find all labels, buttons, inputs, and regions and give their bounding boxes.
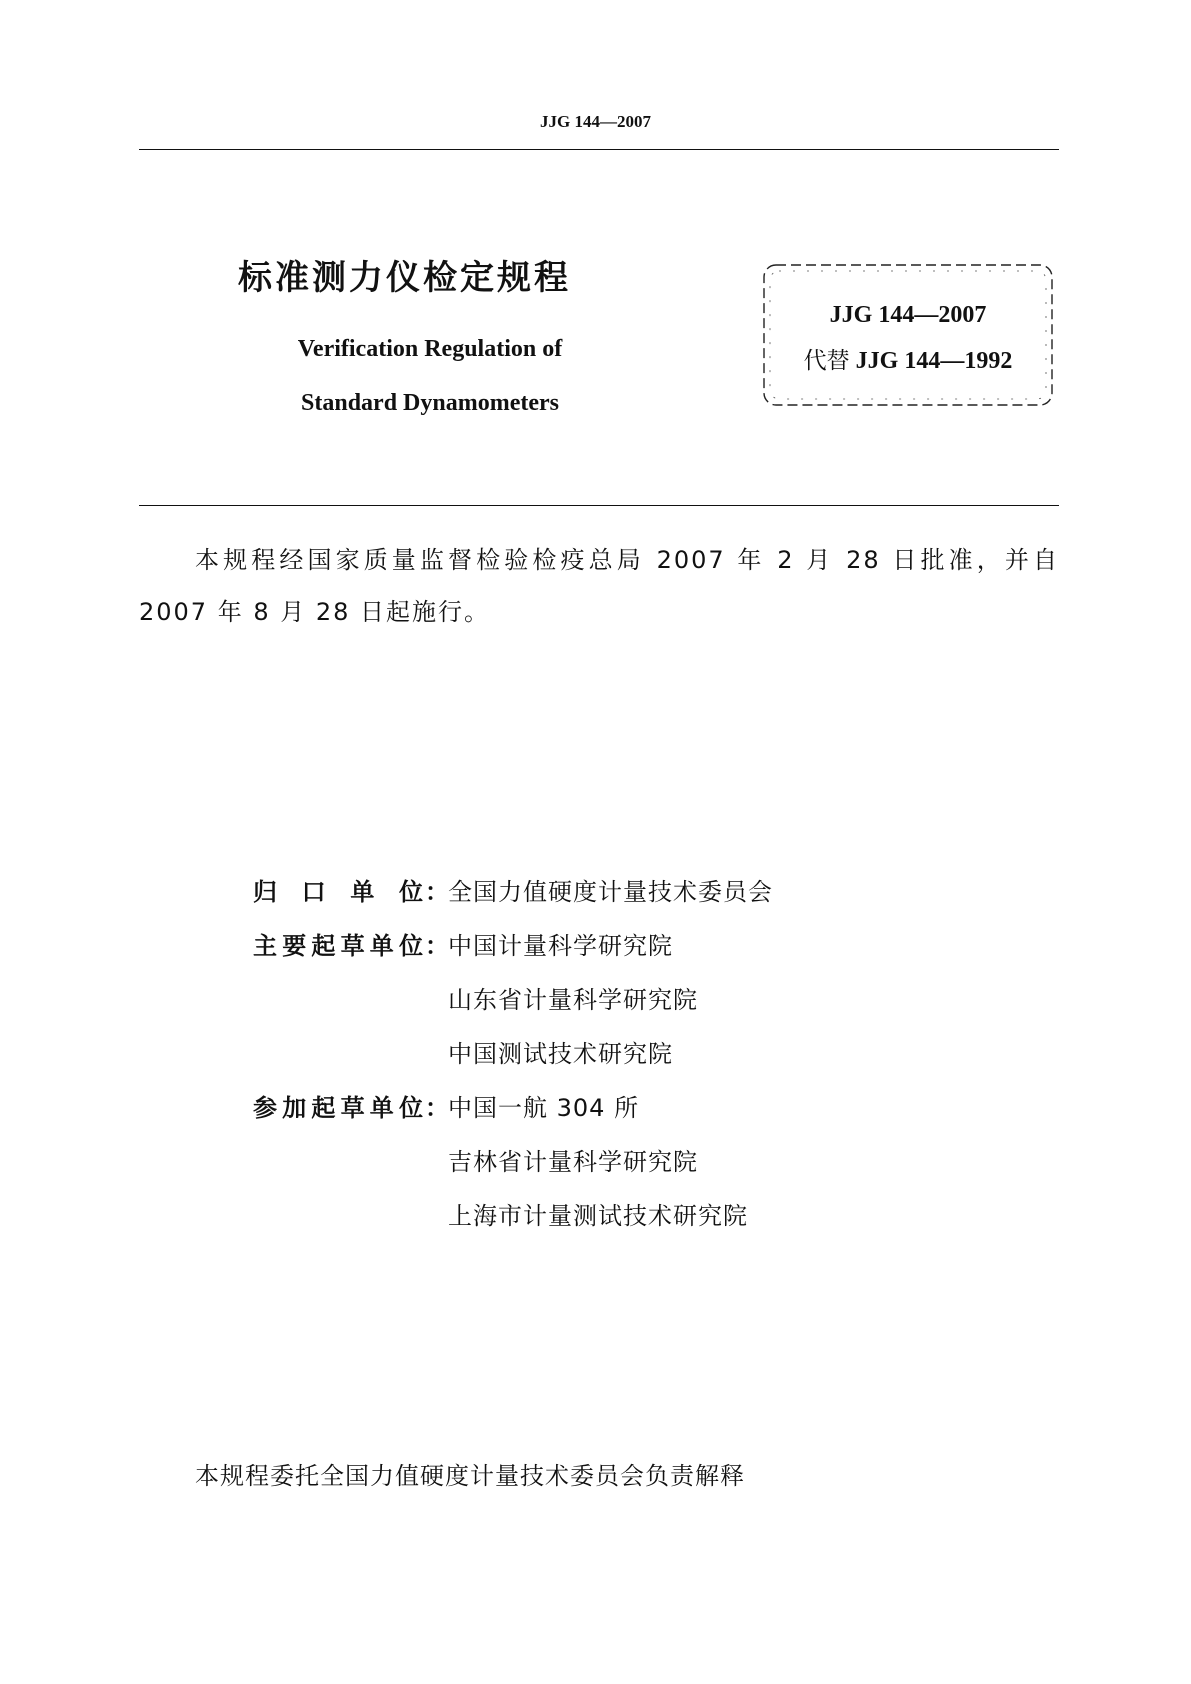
main-drafting-value: 中国测试技术研究院 [448,1040,673,1068]
label-colon: ： [425,1094,449,1122]
title-chinese: 标准测力仪检定规程 [238,258,571,298]
replaced-code: JJG 144—1992 [855,348,1013,374]
title-english-line1: Verification Regulation of [297,336,563,362]
centralized-unit-label: 归口单位 [253,878,423,906]
title-english-line2: Standard Dynamometers [301,390,559,416]
label-colon: ： [425,932,449,960]
participating-drafting-value: 中国一航 304 所 [448,1094,640,1122]
participating-drafting-label: 参加起草单位 [253,1094,423,1122]
participating-drafting-value: 上海市计量测试技术研究院 [448,1202,748,1230]
decorative-border [761,262,1055,408]
label-colon: ： [425,878,449,906]
replaces-prefix: 代替 [803,348,850,374]
running-header-code: JJG 144—2007 [540,112,651,131]
participating-drafting-value: 吉林省计量科学研究院 [448,1148,698,1176]
approval-statement: 本规程经国家质量监督检验检疫总局 2007 年 2 月 28 日批准，并自 2007 年 8 月 28 日起施行。 [139,546,1059,626]
main-drafting-value: 中国计量科学研究院 [448,932,673,960]
interpretation-note: 本规程委托全国力值硬度计量技术委员会负责解释 [195,1462,745,1490]
centralized-unit-value: 全国力值硬度计量技术委员会 [448,878,773,906]
header-rule [139,149,1059,150]
section-rule [139,505,1059,506]
main-drafting-value: 山东省计量科学研究院 [448,986,698,1014]
main-drafting-label: 主要起草单位 [253,932,423,960]
code-box [761,262,1055,408]
replaces-line [761,342,1055,375]
standard-code: JJG 144—2007 [829,302,987,328]
